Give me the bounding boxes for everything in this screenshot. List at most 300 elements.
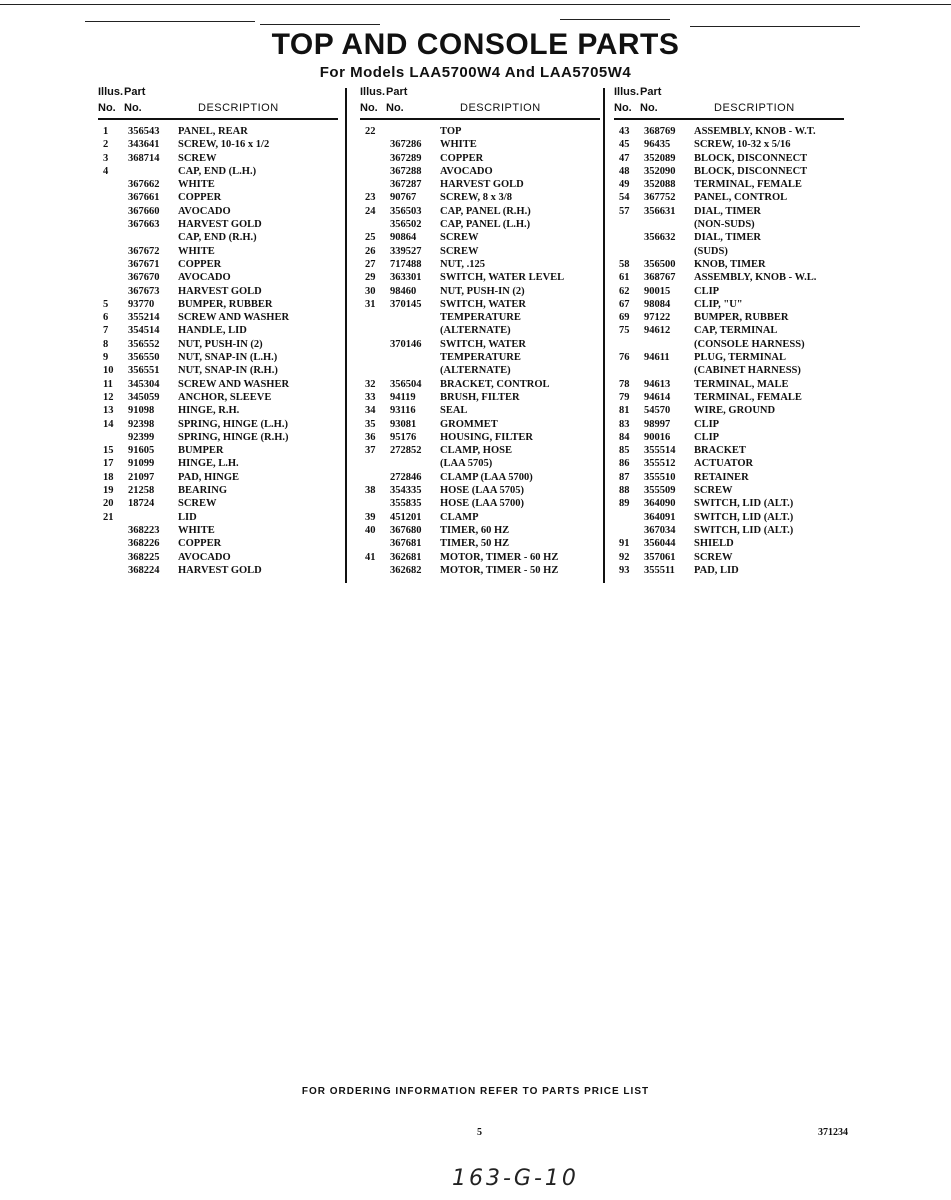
illus-number: 92: [619, 551, 630, 563]
part-description: COPPER: [178, 192, 222, 204]
part-description: BUMPER: [178, 445, 224, 457]
part-description: TEMPERATURE: [440, 312, 521, 324]
table-row: [360, 351, 600, 364]
table-row: [98, 231, 338, 244]
illus-number: 3: [103, 152, 109, 164]
table-row: [360, 311, 600, 324]
illus-number: 54: [619, 192, 630, 204]
header-part-no: No.: [640, 102, 658, 114]
part-number: 356632: [644, 232, 676, 244]
part-number: 91099: [128, 458, 155, 470]
part-number: 94613: [644, 378, 671, 390]
part-description: SCREW: [178, 152, 217, 164]
illus-number: 32: [365, 378, 376, 390]
header-part: Part: [640, 86, 662, 98]
illus-number: 2: [103, 139, 109, 151]
part-description: TIMER, 60 HZ: [440, 524, 510, 536]
part-description: HOUSING, FILTER: [440, 431, 533, 443]
part-description: AVOCADO: [178, 272, 231, 284]
part-description: SWITCH, LID (ALT.): [694, 524, 794, 536]
column-divider: [345, 88, 347, 583]
illus-number: 11: [103, 378, 113, 390]
table-row: [614, 511, 844, 524]
part-number: 356543: [128, 126, 160, 137]
illus-number: 34: [365, 405, 376, 417]
ordering-note: FOR ORDERING INFORMATION REFER TO PARTS PRICE LIST: [301, 1086, 650, 1097]
illus-number: 93: [619, 564, 630, 576]
header-illus: Illus.: [614, 86, 640, 98]
part-description: BUMPER, RUBBER: [178, 298, 273, 310]
part-description: COPPER: [178, 258, 222, 270]
table-row: [614, 497, 844, 510]
part-number: 370146: [390, 338, 422, 350]
part-description: NUT, PUSH-IN (2): [440, 285, 525, 297]
part-description: SHIELD: [694, 538, 734, 550]
illus-number: 87: [619, 471, 630, 483]
part-number: 367681: [390, 538, 422, 550]
part-description: CLIP: [694, 431, 720, 443]
part-description: GROMMET: [440, 418, 498, 430]
part-number: 355510: [644, 471, 676, 483]
table-row: [360, 511, 600, 524]
table-row: [614, 378, 844, 391]
part-description: SPRING, HINGE (R.H.): [178, 431, 289, 443]
table-row: [98, 125, 338, 138]
table-row: [98, 524, 338, 537]
table-row: [98, 245, 338, 258]
part-number: 362681: [390, 551, 422, 563]
part-number: 356504: [390, 378, 422, 390]
part-number: 368224: [128, 564, 160, 576]
part-number: 367289: [390, 152, 422, 164]
table-row: [614, 205, 844, 218]
table-row: [614, 191, 844, 204]
illus-number: 61: [619, 272, 630, 284]
table-row: [98, 511, 338, 524]
table-row: [614, 285, 844, 298]
part-description: NUT, .125: [440, 258, 486, 270]
table-row: [614, 231, 844, 244]
table-row: [614, 484, 844, 497]
illus-number: 30: [365, 285, 376, 297]
illus-number: 12: [103, 391, 114, 403]
illus-number: 29: [365, 272, 376, 284]
part-number: 352089: [644, 152, 676, 164]
part-number: 367662: [128, 179, 160, 191]
header-description: DESCRIPTION: [198, 102, 279, 114]
table-row: [360, 378, 600, 391]
table-row: [360, 551, 600, 564]
part-description: ASSEMBLY, KNOB - W.T.: [694, 126, 816, 137]
illus-number: 81: [619, 405, 630, 417]
part-number: 356503: [390, 205, 422, 217]
part-description: SPRING, HINGE (L.H.): [178, 418, 288, 430]
part-number: 21097: [128, 471, 155, 483]
table-row: [360, 404, 600, 417]
table-row: [98, 551, 338, 564]
table-row: [360, 298, 600, 311]
part-description: BLOCK, DISCONNECT: [694, 152, 808, 164]
part-number: 451201: [390, 511, 422, 523]
table-row: [614, 564, 844, 577]
part-description: TERMINAL, FEMALE: [694, 179, 802, 191]
part-description: ACTUATOR: [694, 458, 754, 470]
illus-number: 62: [619, 285, 630, 297]
illus-number: 47: [619, 152, 630, 164]
part-number: 21258: [128, 485, 155, 497]
part-description: CAP, END (R.H.): [178, 232, 257, 244]
table-row: [98, 152, 338, 165]
part-description: (NON-SUDS): [694, 219, 755, 231]
illus-number: 91: [619, 538, 630, 550]
part-number: 356631: [644, 205, 676, 217]
table-row: [98, 537, 338, 550]
part-number: 90016: [644, 431, 671, 443]
part-number: 97122: [644, 312, 671, 324]
part-number: 272852: [390, 445, 422, 457]
table-row: [98, 431, 338, 444]
part-number: 364090: [644, 498, 676, 510]
table-row: [98, 178, 338, 191]
illus-number: 39: [365, 511, 376, 523]
table-row: [360, 364, 600, 377]
header-illus: Illus.: [360, 86, 386, 98]
part-description: CAP, PANEL (R.H.): [440, 205, 531, 217]
table-row: [360, 205, 600, 218]
handwritten-note: 163-G-10: [452, 1166, 579, 1191]
table-row: [360, 431, 600, 444]
part-description: SCREW: [694, 551, 733, 563]
part-number: 54570: [644, 405, 671, 417]
part-description: PLUG, TERMINAL: [694, 352, 786, 364]
page-number: 5: [477, 1127, 482, 1138]
part-description: SWITCH, WATER: [440, 338, 526, 350]
illus-number: 79: [619, 391, 630, 403]
table-row: [614, 138, 844, 151]
table-row: [98, 418, 338, 431]
illus-number: 21: [103, 511, 114, 523]
part-description: PANEL, REAR: [178, 126, 248, 137]
part-description: (ALTERNATE): [440, 365, 511, 377]
part-description: CAP, TERMINAL: [694, 325, 778, 337]
part-description: HOSE (LAA 5700): [440, 498, 525, 510]
top-scan-line: [690, 26, 860, 27]
page-title: TOP AND CONSOLE PARTS: [271, 28, 680, 61]
table-row: [360, 165, 600, 178]
table-row: [360, 191, 600, 204]
part-description: TERMINAL, FEMALE: [694, 391, 802, 403]
table-row: [614, 351, 844, 364]
part-description: WHITE: [178, 179, 215, 191]
part-number: 717488: [390, 258, 422, 270]
part-description: SCREW: [440, 245, 479, 257]
header-part: Part: [124, 86, 146, 98]
table-row: [98, 484, 338, 497]
illus-number: 13: [103, 405, 114, 417]
table-row: [614, 391, 844, 404]
table-row: [614, 324, 844, 337]
table-row: [98, 298, 338, 311]
table-row: [360, 418, 600, 431]
part-description: AVOCADO: [178, 551, 231, 563]
table-row: [360, 537, 600, 550]
part-description: SCREW: [440, 232, 479, 244]
part-number: 354514: [128, 325, 160, 337]
part-number: 355214: [128, 312, 160, 324]
illus-number: 88: [619, 485, 630, 497]
part-number: 345304: [128, 378, 160, 390]
part-number: 368769: [644, 126, 676, 137]
table-row: [614, 537, 844, 550]
part-description: NUT, SNAP-IN (L.H.): [178, 352, 278, 364]
part-description: COPPER: [178, 538, 222, 550]
part-description: RETAINER: [694, 471, 749, 483]
illus-number: 9: [103, 352, 109, 364]
table-row: [614, 338, 844, 351]
part-description: SWITCH, WATER: [440, 298, 526, 310]
illus-number: 27: [365, 258, 376, 270]
part-number: 18724: [128, 498, 155, 510]
part-number: 367752: [644, 192, 676, 204]
table-row: [360, 524, 600, 537]
part-description: CAP, END (L.H.): [178, 165, 257, 177]
part-number: 367661: [128, 192, 160, 204]
part-description: NUT, PUSH-IN (2): [178, 338, 263, 350]
table-row: [614, 404, 844, 417]
part-number: 356500: [644, 258, 676, 270]
header-illus-no: No.: [98, 102, 116, 114]
part-number: 356551: [128, 365, 160, 377]
part-description: BUMPER, RUBBER: [694, 312, 789, 324]
part-description: BRUSH, FILTER: [440, 391, 520, 403]
table-row: [360, 471, 600, 484]
part-description: HOSE (LAA 5705): [440, 485, 525, 497]
table-row: [98, 404, 338, 417]
header-illus-no: No.: [360, 102, 378, 114]
part-description: CLAMP (LAA 5700): [440, 471, 533, 483]
part-number: 367660: [128, 205, 160, 217]
illus-number: 17: [103, 458, 114, 470]
table-row: [360, 484, 600, 497]
part-number: 98084: [644, 298, 671, 310]
part-description: (ALTERNATE): [440, 325, 511, 337]
table-row: [360, 231, 600, 244]
part-number: 355512: [644, 458, 676, 470]
part-description: (LAA 5705): [440, 458, 493, 470]
illus-number: 83: [619, 418, 630, 430]
part-number: 90864: [390, 232, 417, 244]
table-row: [98, 471, 338, 484]
document-number: 371234: [818, 1127, 848, 1138]
part-number: 339527: [390, 245, 422, 257]
illus-number: 67: [619, 298, 630, 310]
table-row: [360, 152, 600, 165]
part-description: BRACKET: [694, 445, 746, 457]
part-description: (CONSOLE HARNESS): [694, 338, 805, 350]
part-description: TERMINAL, MALE: [694, 378, 789, 390]
illus-number: 69: [619, 312, 630, 324]
part-description: SCREW, 10-16 x 1/2: [178, 139, 270, 151]
table-row: [98, 324, 338, 337]
illus-number: 78: [619, 378, 630, 390]
table-row: [360, 391, 600, 404]
top-scan-line: [560, 19, 670, 20]
top-scan-line: [85, 21, 255, 22]
part-description: PAD, LID: [694, 564, 739, 576]
part-number: 356502: [390, 219, 422, 231]
part-number: 354335: [390, 485, 422, 497]
table-row: [360, 324, 600, 337]
part-number: 352088: [644, 179, 676, 191]
illus-number: 33: [365, 391, 376, 403]
part-number: 94119: [390, 391, 416, 403]
part-number: 343641: [128, 139, 160, 151]
table-row: [360, 444, 600, 457]
part-description: HARVEST GOLD: [440, 179, 524, 191]
part-number: 363301: [390, 272, 422, 284]
part-description: CLAMP: [440, 511, 479, 523]
illus-number: 18: [103, 471, 114, 483]
part-number: 367671: [128, 258, 160, 270]
header-illus: Illus.: [98, 86, 124, 98]
table-row: [98, 444, 338, 457]
table-row: [98, 138, 338, 151]
part-description: CAP, PANEL (L.H.): [440, 219, 531, 231]
header-description: DESCRIPTION: [460, 102, 541, 114]
part-description: CLIP: [694, 418, 720, 430]
part-description: BLOCK, DISCONNECT: [694, 165, 808, 177]
table-row: [98, 378, 338, 391]
table-row: [360, 271, 600, 284]
table-row: [360, 138, 600, 151]
part-description: SWITCH, LID (ALT.): [694, 498, 794, 510]
illus-number: 43: [619, 126, 630, 137]
page-subtitle: For Models LAA5700W4 And LAA5705W4: [319, 64, 632, 81]
table-row: [614, 125, 844, 138]
part-description: TOP: [440, 126, 462, 137]
illus-number: 35: [365, 418, 376, 430]
part-description: HARVEST GOLD: [178, 219, 262, 231]
part-description: HINGE, R.H.: [178, 405, 240, 417]
part-number: 94611: [644, 352, 670, 364]
illus-number: 75: [619, 325, 630, 337]
table-row: [98, 364, 338, 377]
part-description: MOTOR, TIMER - 60 HZ: [440, 551, 559, 563]
table-row: [614, 271, 844, 284]
table-row: [360, 258, 600, 271]
part-number: 91098: [128, 405, 155, 417]
part-number: 370145: [390, 298, 422, 310]
illus-number: 38: [365, 485, 376, 497]
illus-number: 8: [103, 338, 109, 350]
table-row: [360, 285, 600, 298]
table-row: [614, 258, 844, 271]
header-description: DESCRIPTION: [714, 102, 795, 114]
part-number: 272846: [390, 471, 422, 483]
part-number: 367034: [644, 524, 676, 536]
table-row: [98, 564, 338, 577]
illus-number: 85: [619, 445, 630, 457]
part-number: 368223: [128, 524, 160, 536]
header-illus-no: No.: [614, 102, 632, 114]
part-number: 94614: [644, 391, 671, 403]
part-number: 98460: [390, 285, 417, 297]
part-description: (CABINET HARNESS): [694, 365, 801, 377]
illus-number: 89: [619, 498, 630, 510]
part-number: 367680: [390, 524, 422, 536]
part-description: HARVEST GOLD: [178, 564, 262, 576]
illus-number: 76: [619, 352, 630, 364]
table-row: [614, 245, 844, 258]
illus-number: 22: [365, 126, 376, 137]
part-number: 91605: [128, 445, 155, 457]
parts-column-1: [98, 86, 338, 577]
illus-number: 57: [619, 205, 630, 217]
illus-number: 7: [103, 325, 109, 337]
illus-number: 49: [619, 179, 630, 191]
table-row: [614, 178, 844, 191]
parts-column-3: [614, 86, 844, 577]
illus-number: 5: [103, 298, 109, 310]
part-number: 92398: [128, 418, 155, 430]
header-part-no: No.: [386, 102, 404, 114]
part-number: 356550: [128, 352, 160, 364]
part-number: 356044: [644, 538, 676, 550]
part-description: SEAL: [440, 405, 468, 417]
illus-number: 36: [365, 431, 376, 443]
table-row: [98, 391, 338, 404]
illus-number: 37: [365, 445, 376, 457]
table-row: [360, 497, 600, 510]
part-description: TEMPERATURE: [440, 352, 521, 364]
part-number: 368714: [128, 152, 160, 164]
table-row: [98, 311, 338, 324]
part-description: NUT, SNAP-IN (R.H.): [178, 365, 278, 377]
part-description: CLIP: [694, 285, 720, 297]
illus-number: 4: [103, 165, 109, 177]
part-description: WIRE, GROUND: [694, 405, 776, 417]
illus-number: 84: [619, 431, 630, 443]
part-number: 367288: [390, 165, 422, 177]
column-header: [98, 86, 338, 120]
illus-number: 10: [103, 365, 114, 377]
table-row: [614, 311, 844, 324]
illus-number: 31: [365, 298, 376, 310]
part-number: 355509: [644, 485, 676, 497]
illus-number: 6: [103, 312, 109, 324]
table-row: [614, 364, 844, 377]
part-description: PANEL, CONTROL: [694, 192, 788, 204]
table-row: [360, 564, 600, 577]
part-description: WHITE: [178, 524, 215, 536]
table-row: [360, 338, 600, 351]
table-row: [614, 551, 844, 564]
illus-number: 15: [103, 445, 114, 457]
table-row: [98, 258, 338, 271]
part-description: DIAL, TIMER: [694, 205, 761, 217]
illus-number: 58: [619, 258, 630, 270]
part-description: SCREW AND WASHER: [178, 312, 290, 324]
part-description: BEARING: [178, 485, 228, 497]
part-number: 367286: [390, 139, 422, 151]
table-row: [360, 178, 600, 191]
part-number: 357061: [644, 551, 676, 563]
part-number: 352090: [644, 165, 676, 177]
table-row: [98, 271, 338, 284]
table-row: [98, 457, 338, 470]
table-row: [98, 285, 338, 298]
part-description: TIMER, 50 HZ: [440, 538, 510, 550]
